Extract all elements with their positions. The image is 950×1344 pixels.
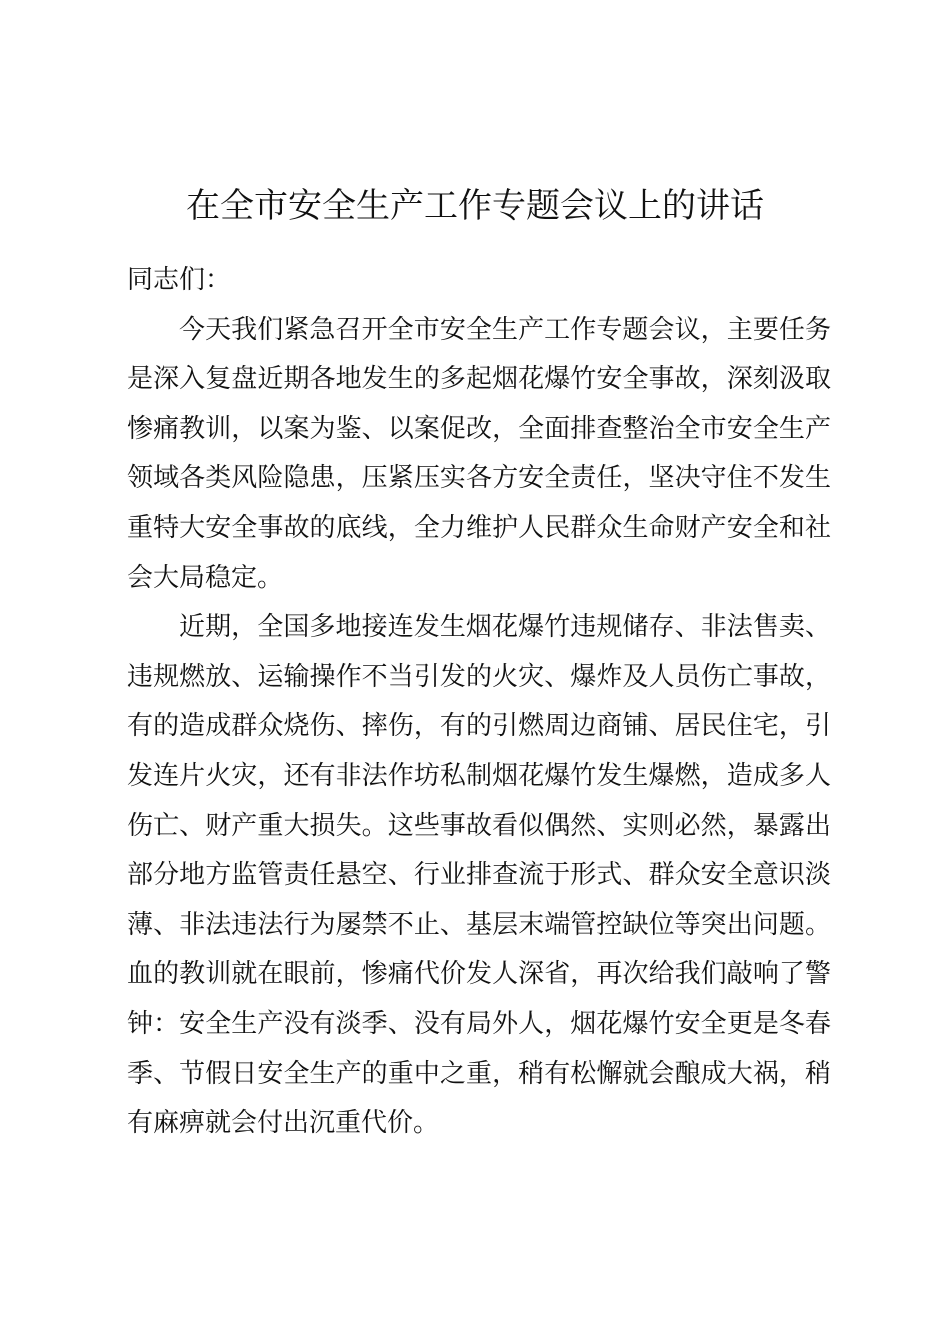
salutation: 同志们： [127,265,232,295]
paragraph-1: 今天我们紧急召开全市安全生产工作专题会议，主要任务是深入复盘近期各地发生的多起烟花爆竹安全事故，深刻汲取惨痛教训，以案为鉴、以案促改，全面排查整治全市安全生产领域各类风险隐患，压紧压实各方安全责任，坚决守住不发生重特大安全事故的底线，全力维护人民群众生命财产安全和社会大局稳定。 [127,314,831,593]
document-body [127,256,831,1149]
document-title: 在全市安全生产工作专题会议上的讲话 [186,186,764,226]
paragraph-2: 近期，全国多地接连发生烟花爆竹违规储存、非法售卖、违规燃放、运输操作不当引发的火灾、爆炸及人员伤亡事故，有的造成群众烧伤、摔伤，有的引燃周边商铺、居民住宅，引发连片火灾，还有非法作坊私制烟花爆竹发生爆燃，造成多人伤亡、财产重大损失。这些事故看似偶然、实则必然，暴露出部分地方监管责任悬空、行业排查流于形式、群众安全意识淡薄、非法违法行为屡禁不止、基层末端管控缺位等突出问题。血的教训就在眼前，惨痛代价发人深省，再次给我们敲响了警钟：安全生产没有淡季、没有局外人，烟花爆竹安全更是冬春季、节假日安全生产的重中之重，稍有松懈就会酿成大祸，稍有麻痹就会付出沉重代价。 [127,612,831,1139]
